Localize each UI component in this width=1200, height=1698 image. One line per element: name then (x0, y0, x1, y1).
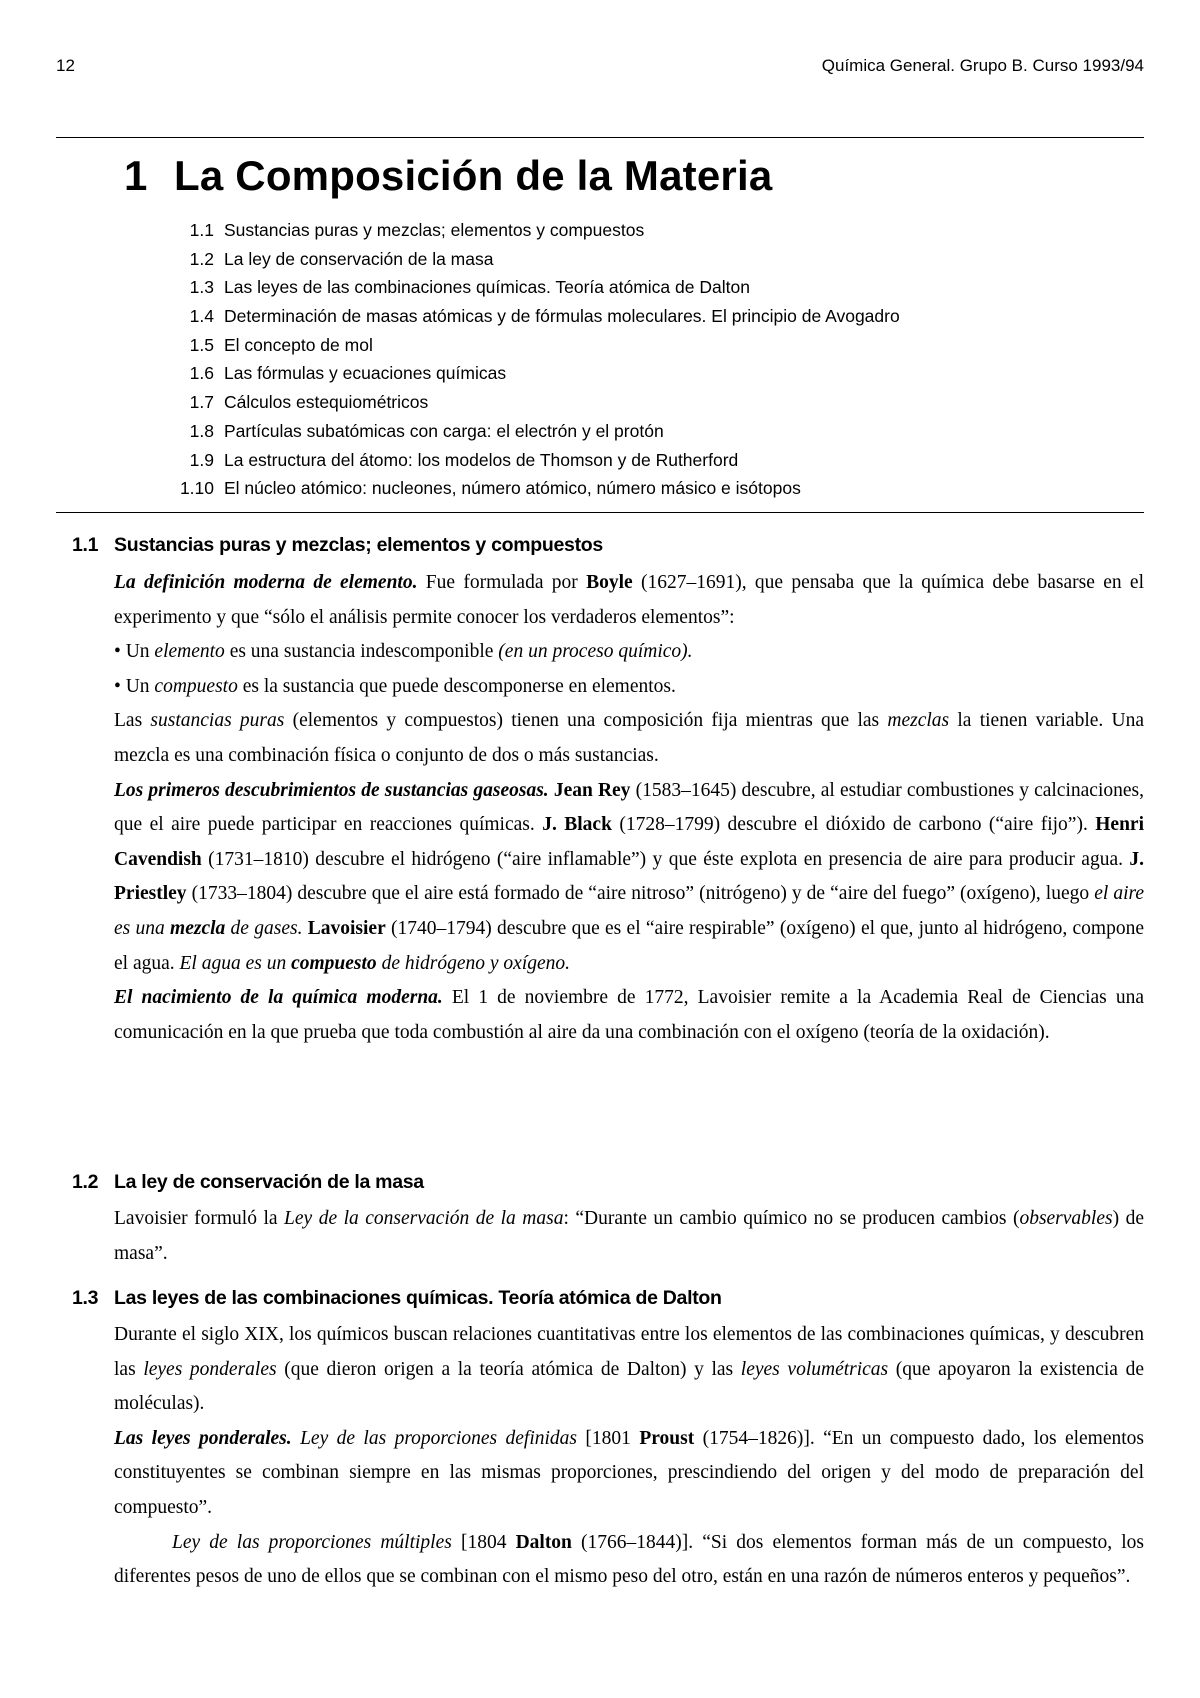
section-body (114, 1202, 1144, 1271)
toc-title: Sustancias puras y mezclas; elementos y compuestos (224, 220, 645, 240)
term: leyes volumétricas (740, 1358, 889, 1380)
person-name: Jean Rey (553, 779, 631, 801)
emphasis: el aire es una (114, 883, 1145, 939)
text: (1733–1804) descubre que el aire está formado de “aire nitroso” (nitrógeno) y de “aire del fuego” (oxígeno), luego (186, 883, 1095, 905)
term: sustancias puras (150, 710, 285, 732)
text: (1766–1844)]. “Si dos elementos forman más de un compuesto, los diferentes pesos de uno de ellos que se combinan con el mismo peso del otro, están en una razón de números enteros y pequeños”. (114, 1531, 1144, 1588)
text: ) de masa”. (114, 1208, 1144, 1264)
toc-title: Determinación de masas atómicas y de fórmulas moleculares. El principio de Avogadro (224, 306, 900, 327)
text: es la sustancia que puede descomponerse en elementos. (237, 675, 676, 697)
text: Las (114, 710, 151, 732)
toc-title: La estructura del átomo: los modelos de Thomson y de Rutherford (224, 449, 739, 470)
toc-item (160, 446, 900, 475)
table-of-contents (160, 216, 900, 503)
section-heading (72, 1171, 424, 1194)
law-name: Ley de las proporciones múltiples (172, 1531, 452, 1553)
term: mezclas (887, 710, 950, 732)
text: (1583–1645) descubre, al estudiar combustiones y calcinaciones, que el aire puede participar en reacciones químicas. (114, 779, 1144, 836)
toc-title: La ley de conservación de la masa (224, 248, 494, 269)
text: • Un (114, 641, 155, 663)
chapter-number: 1 (124, 152, 148, 199)
toc-number: 1.8 (189, 420, 214, 441)
toc-number: 1.5 (189, 334, 214, 355)
paragraph (114, 1318, 1144, 1422)
toc-item (160, 302, 900, 331)
text: Fue formulada por (417, 572, 587, 593)
toc-number: 1.4 (189, 306, 214, 327)
paragraph (114, 1202, 1144, 1271)
term: elemento (154, 641, 225, 663)
person-name: Boyle (586, 572, 633, 593)
toc-title: Las leyes de las combinaciones químicas. Teoría atómica de Dalton (224, 277, 750, 298)
text: la tienen variable. Una mezcla es una combinación física o conjunto de dos o más sustancias. (114, 710, 1145, 766)
person-name: Lavoisier (307, 917, 386, 939)
toc-number: 1.9 (189, 449, 214, 470)
toc-item (160, 359, 900, 388)
run-in-heading: Los primeros descubrimientos de sustancias gaseosas. (114, 779, 549, 801)
emphasis-strong: mezcla (170, 917, 226, 939)
text: : “Durante un cambio químico no se producen cambios ( (563, 1208, 1020, 1229)
section-title: La ley de conservación de la masa (114, 1171, 424, 1193)
emphasis: observables (1019, 1208, 1113, 1229)
emphasis: de gases. (225, 917, 303, 939)
text: es una sustancia indescomponible (224, 641, 499, 663)
toc-item (160, 245, 900, 274)
emphasis: de hidrógeno y oxígeno. (376, 952, 571, 974)
toc-title: El núcleo atómico: nucleones, número atómico, número másico e isótopos (224, 478, 801, 499)
page-number: 12 (56, 56, 75, 75)
emphasis-strong: compuesto (291, 952, 377, 974)
toc-item (160, 216, 900, 245)
toc-item (160, 474, 900, 503)
section-title: Sustancias puras y mezclas; elementos y compuestos (114, 534, 603, 556)
section-number: 1.2 (72, 1171, 99, 1193)
paragraph (114, 1422, 1144, 1526)
paragraph (114, 774, 1144, 982)
text: [1804 (451, 1531, 516, 1553)
toc-title: El concepto de mol (224, 334, 373, 355)
toc-number: 1.7 (189, 392, 214, 413)
chapter-title (124, 152, 772, 200)
text: El 1 de noviembre de 1772, Lavoisier remite a la Academia Real de Ciencias una comunicación en la que prueba que toda combustión al aire da una combinación con el oxígeno (teoría de la oxidación). (114, 987, 1144, 1043)
section-heading (72, 1287, 722, 1310)
toc-title: Cálculos estequiométricos (224, 392, 429, 413)
text: [1801 (577, 1427, 640, 1449)
text: • Un (114, 675, 155, 697)
term: compuesto (154, 675, 238, 697)
bottom-rule (56, 512, 1144, 513)
text: (elementos y compuestos) tienen una composición fija mientras que las (284, 710, 888, 732)
paragraph (114, 1526, 1144, 1595)
run-in-heading: Las leyes ponderales. (114, 1427, 292, 1449)
law-name: Ley de las proporciones definidas (300, 1427, 578, 1449)
section-number: 1.1 (72, 534, 99, 556)
section-body (114, 1318, 1144, 1595)
text: Durante el siglo XIX, los químicos buscan relaciones cuantitativas entre los elementos de las combinaciones químicas, y descubren las (114, 1324, 1144, 1380)
paragraph (114, 566, 1144, 635)
text: (que apoyaron la existencia de moléculas). (114, 1358, 1144, 1415)
chapter-title-text: La Composición de la Materia (174, 152, 773, 199)
run-in-heading: La definición moderna de elemento. (114, 572, 418, 593)
text: (1754–1826)]. “En un compuesto dado, los elementos constituyentes se combinan siempre en las mismas proporciones, prescindiendo del origen y del modo de preparación del compuesto”. (114, 1427, 1145, 1518)
section-body (114, 566, 1144, 1050)
section-number: 1.3 (72, 1287, 99, 1309)
term: leyes ponderales (143, 1358, 277, 1380)
text: (que dieron origen a la teoría atómica de Dalton) y las (276, 1358, 741, 1380)
section-title: Las leyes de las combinaciones químicas. Teoría atómica de Dalton (114, 1287, 722, 1309)
paragraph (114, 704, 1144, 773)
top-rule (56, 137, 1144, 138)
toc-item (160, 331, 900, 360)
toc-item (160, 273, 900, 302)
text: Lavoisier formuló la (114, 1208, 285, 1229)
paragraph (114, 981, 1144, 1050)
toc-number: 1.3 (189, 277, 214, 298)
text: (1728–1799) descubre el dióxido de carbono (“aire fijo”). (611, 814, 1096, 836)
bullet-item (114, 635, 1144, 670)
section-heading (72, 534, 603, 557)
person-name: Proust (639, 1427, 695, 1449)
text: (1627–1691), que pensaba que la química debe basarse en el experimento y que “sólo el análisis permite conocer los verdaderos elementos”: (114, 572, 1144, 628)
person-name: J. Priestley (114, 848, 1144, 905)
person-name: J. Black (542, 814, 612, 836)
text: (1731–1810) descubre el hidrógeno (“aire inflamable”) y que éste explota en presencia de aire para producir agua. (201, 848, 1130, 870)
toc-item (160, 388, 900, 417)
person-name: Henri Cavendish (114, 814, 1145, 870)
toc-number: 1.10 (179, 478, 214, 499)
toc-number: 1.1 (189, 220, 214, 240)
note: (en un proceso químico). (498, 641, 693, 663)
bullet-item (114, 670, 1144, 705)
emphasis: El agua es un (179, 952, 292, 974)
law-name: Ley de la conservación de la masa (284, 1208, 564, 1229)
toc-item (160, 417, 900, 446)
text: (1740–1794) descubre que es el “aire respirable” (oxígeno) el que, junto al hidrógeno, compone el agua. (114, 917, 1144, 974)
person-name: Dalton (515, 1531, 572, 1553)
run-in-heading: El nacimiento de la química moderna. (114, 987, 443, 1009)
toc-title: Las fórmulas y ecuaciones químicas (224, 363, 507, 384)
running-head: Química General. Grupo B. Curso 1993/94 (821, 56, 1144, 75)
toc-number: 1.2 (189, 248, 214, 269)
toc-title: Partículas subatómicas con carga: el electrón y el protón (224, 420, 664, 441)
toc-number: 1.6 (189, 363, 214, 384)
